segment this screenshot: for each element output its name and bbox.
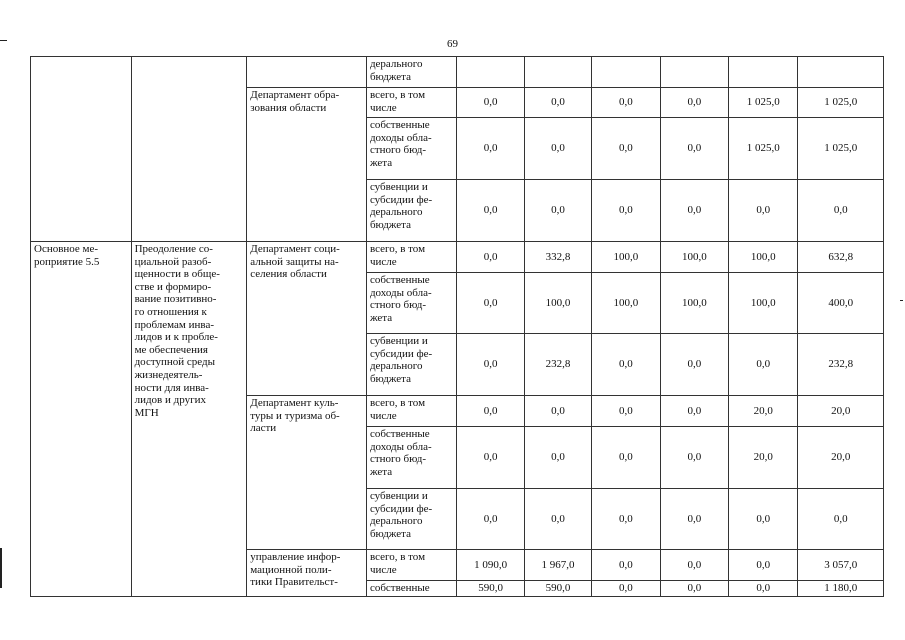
department-cell: Департамент соци- альной защиты на- селения области [247,242,367,396]
value-cell: 100,0 [660,242,728,273]
value-cell: 0,0 [457,180,524,242]
table-row [31,242,884,273]
value-cell: 0,0 [592,489,660,550]
value-cell: 0,0 [660,489,728,550]
value-cell: 1 090,0 [457,550,524,581]
funding-type-cell: собственные доходы обла- стного бюд- жета [366,273,457,334]
value-cell: 232,8 [524,334,591,396]
value-cell: 0,0 [660,118,728,180]
value-cell: 0,0 [457,242,524,273]
value-cell: 0,0 [729,180,798,242]
value-cell: 1 025,0 [729,118,798,180]
value-cell: 20,0 [729,427,798,489]
value-cell: 0,0 [524,88,591,118]
funding-type-cell: всего, в том числе [366,88,457,118]
value-cell: 400,0 [798,273,884,334]
value-cell: 20,0 [798,427,884,489]
value-cell [457,57,524,88]
value-cell: 100,0 [524,273,591,334]
value-cell: 0,0 [524,489,591,550]
value-cell: 0,0 [660,550,728,581]
value-cell [592,57,660,88]
value-cell: 100,0 [660,273,728,334]
value-cell: 0,0 [457,88,524,118]
value-cell: 100,0 [729,273,798,334]
value-cell [524,57,591,88]
budget-table [30,56,884,597]
value-cell: 1 967,0 [524,550,591,581]
funding-type-cell: собственные [366,581,457,597]
value-cell: 1 180,0 [798,581,884,597]
value-cell: 0,0 [592,550,660,581]
value-cell: 0,0 [524,118,591,180]
value-cell: 0,0 [457,427,524,489]
value-cell: 0,0 [524,427,591,489]
value-cell: 0,0 [729,489,798,550]
funding-type-cell: всего, в том числе [366,396,457,427]
value-cell: 0,0 [592,88,660,118]
department-cell: Департамент куль- туры и туризма об- ласти [247,396,367,550]
description-cell: Преодоление со- циальной разоб- щенности в обще- стве и формиро- вание позитивно- го отношения к проблемам инва- лидов и к пробле- ме обеспечения доступной среды жизнедеятель- ности для инва- лидов и других МГН [131,242,247,597]
value-cell: 0,0 [592,334,660,396]
measure-cell [31,57,132,242]
funding-type-cell: всего, в том числе [366,242,457,273]
funding-type-cell: собственные доходы обла- стного бюд- жета [366,118,457,180]
funding-type-cell: субвенции и субсидии фе- дерального бюджета [366,334,457,396]
value-cell: 0,0 [660,334,728,396]
value-cell: 0,0 [524,396,591,427]
value-cell: 0,0 [729,550,798,581]
table-row [31,57,884,88]
value-cell [660,57,728,88]
value-cell: 0,0 [798,180,884,242]
value-cell: 0,0 [592,180,660,242]
value-cell: 590,0 [457,581,524,597]
value-cell: 1 025,0 [798,88,884,118]
value-cell: 0,0 [660,427,728,489]
value-cell: 0,0 [457,396,524,427]
department-cell: Департамент обра- зования области [247,88,367,242]
value-cell: 0,0 [457,334,524,396]
value-cell: 20,0 [729,396,798,427]
scan-edge-mark [0,548,2,588]
value-cell: 0,0 [457,273,524,334]
value-cell: 632,8 [798,242,884,273]
page-number: 69 [447,38,458,50]
value-cell: 0,0 [592,427,660,489]
value-cell: 332,8 [524,242,591,273]
value-cell: 0,0 [592,581,660,597]
value-cell: 0,0 [729,334,798,396]
value-cell: 0,0 [660,180,728,242]
value-cell: 1 025,0 [729,88,798,118]
scan-edge-mark [0,40,7,41]
value-cell: 0,0 [660,396,728,427]
value-cell: 100,0 [592,242,660,273]
value-cell: 100,0 [729,242,798,273]
value-cell: 1 025,0 [798,118,884,180]
funding-type-cell: дерального бюджета [366,57,457,88]
description-cell [131,57,247,242]
value-cell: 0,0 [524,180,591,242]
value-cell: 0,0 [592,396,660,427]
value-cell [798,57,884,88]
department-cell: управление инфор- мационной поли- тики Правительст- [247,550,367,597]
value-cell: 232,8 [798,334,884,396]
value-cell: 0,0 [660,88,728,118]
measure-cell: Основное ме- роприятие 5.5 [31,242,132,597]
value-cell: 0,0 [592,118,660,180]
funding-type-cell: субвенции и субсидии фе- дерального бюджета [366,180,457,242]
value-cell [729,57,798,88]
value-cell: 20,0 [798,396,884,427]
funding-type-cell: собственные доходы обла- стного бюд- жета [366,427,457,489]
department-cell [247,57,367,88]
funding-type-cell: субвенции и субсидии фе- дерального бюджета [366,489,457,550]
value-cell: 0,0 [798,489,884,550]
value-cell: 0,0 [457,118,524,180]
value-cell: 0,0 [660,581,728,597]
value-cell: 590,0 [524,581,591,597]
value-cell: 0,0 [729,581,798,597]
value-cell: 3 057,0 [798,550,884,581]
scan-edge-mark [900,300,903,301]
funding-type-cell: всего, в том числе [366,550,457,581]
value-cell: 0,0 [457,489,524,550]
value-cell: 100,0 [592,273,660,334]
